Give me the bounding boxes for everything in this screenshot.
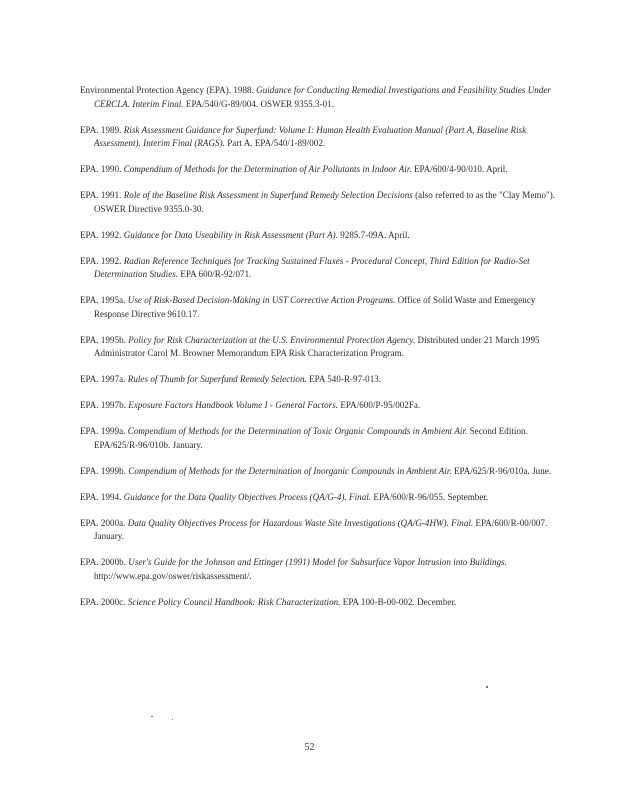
reference-list bbox=[80, 84, 558, 622]
reference-item: EPA. 1992. Guidance for Data Useability in Risk Assessment (Part A). 9285.7-09A. April. bbox=[80, 229, 410, 240]
scan-speck bbox=[172, 719, 173, 720]
reference-item: EPA. 1999a. Compendium of Methods for the Determination of Toxic Organic Compounds in Ambient Air. Second Edition. EPA/625/R-96/010b. January. bbox=[80, 426, 528, 450]
reference-item: EPA. 1999b. Compendium of Methods for the Determination of Inorganic Compounds in Ambient Air. EPA/625/R-96/010a. June. bbox=[80, 465, 552, 476]
reference-item: EPA. 1990. Compendium of Methods for the Determination of Air Pollutants in Indoor Air. EPA/600/4-90/010. April. bbox=[80, 164, 508, 174]
reference-item: EPA. 1997a. Rules of Thumb for Superfund Remedy Selection. EPA 540-R-97-013. bbox=[80, 374, 382, 384]
reference-item: Environmental Protection Agency (EPA). 1988. Guidance for Conducting Remedial Investigations and Feasibility Studies Under CERCLA. Interim Final. EPA/540/G-89/004. OSWER 9355.3-01. bbox=[80, 85, 551, 109]
reference-item: EPA. 1995b. Policy for Risk Characterization at the U.S. Environmental Protection Agency. Distributed under 21 March 1995 Administrator Carol M. Browner Memorandum EPA Risk Characterization Program. bbox=[80, 334, 540, 358]
scan-speck bbox=[151, 716, 153, 717]
reference-item: EPA. 1992. Radian Reference Techniques for Tracking Sustained Fluxes - Procedural Concept, Third Edition for Radio-Set Determination Studies. EPA 600/R-92/071. bbox=[80, 255, 530, 279]
reference-item: EPA. 1997b. Exposure Factors Handbook Volume I - General Factors. EPA/600/P-95/002Fa. bbox=[80, 400, 421, 410]
reference-item: EPA. 2000c. Science Policy Council Handbook: Risk Characterization. EPA 100-B-00-002. December. bbox=[80, 596, 457, 607]
reference-item: EPA. 1989. Risk Assessment Guidance for Superfund: Volume I: Human Health Evaluation Manual (Part A, Baseline Risk Assessment). Interim Final (RAGS). Part A. EPA/540/1-89/002. bbox=[80, 124, 527, 148]
reference-item: EPA. 1995a. Use of Risk-Based Decision-Making in UST Corrective Action Programs. Office of Solid Waste and Emergency Response Directive 9610.17. bbox=[80, 295, 536, 319]
reference-item: EPA. 2000b. User's Guide for the Johnson and Ettinger (1991) Model for Subsurface Vapor Intrusion into Buildings. http://www.epa.gov/oswer/riskassessment/. bbox=[80, 557, 507, 581]
reference-item: EPA. 1991. Role of the Baseline Risk Assessment in Superfund Remedy Selection Decisions (also referred to as the "Clay Memo"). OSWER Directive 9355.0-30. bbox=[80, 190, 556, 214]
reference-item: EPA. 1994. Guidance for the Data Quality Objectives Process (QA/G-4). Final. EPA/600/R-96/055. September. bbox=[80, 491, 489, 502]
reference-item: EPA. 2000a. Data Quality Objectives Process for Hazardous Waste Site Investigations (QA/G-4HW). Final. EPA/600/R-00/007. January. bbox=[80, 517, 548, 541]
scan-speck bbox=[486, 686, 488, 688]
page-number: 52 bbox=[304, 742, 315, 753]
